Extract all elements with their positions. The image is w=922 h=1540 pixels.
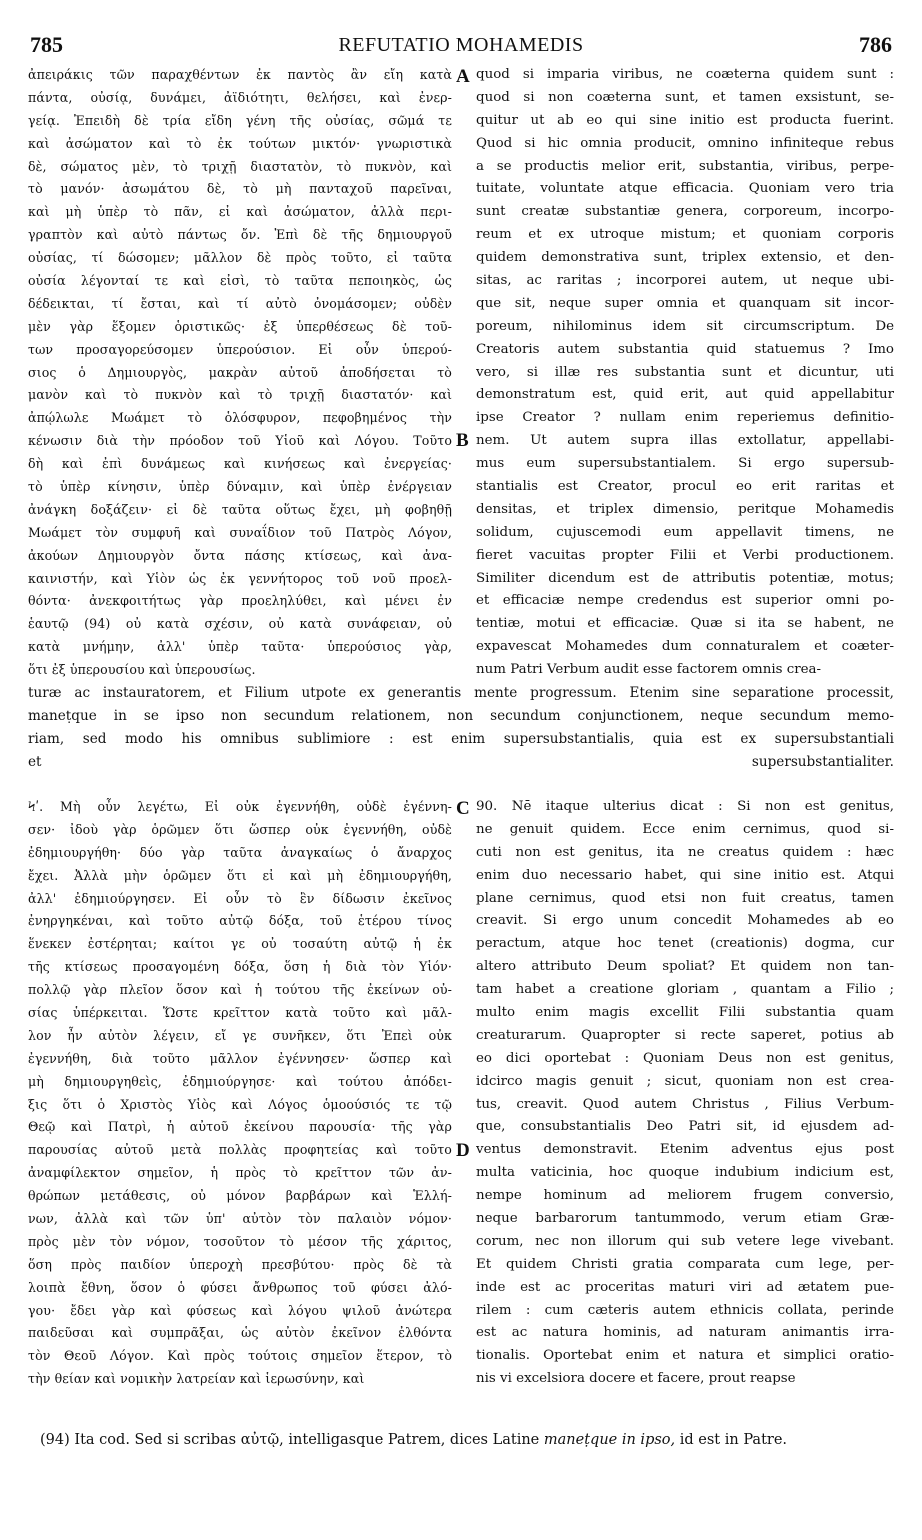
greek-bottom-line: ἐδημιουργήθη· δύο γὰρ ταῦτα ἀναγκαίως ὁ ἄναρχος bbox=[28, 844, 452, 860]
greek-bottom-line: τῆς κτίσεως προσαγομένη δόξα, ὅση ἡ διὰ τὸν Υἱόν· bbox=[28, 959, 452, 975]
latin-bottom-line: Et quidem Christi gratia comparata cum lege, per- bbox=[476, 1256, 894, 1272]
latin-bottom-line: tionalis. Oportebat enim et natura et simplici oratio- bbox=[476, 1348, 894, 1364]
latin-top-line: Quod si hic omnia producit, omnino infiniteque rebus bbox=[476, 135, 894, 151]
greek-top-line: ἀνάγκη δοξάζειν· εἰ δὲ ταῦτα οὕτως ἔχει, μὴ φοβηθῇ bbox=[28, 501, 452, 517]
latin-full-line: turæ ac instauratorem, et Filium utpote ex generantis mente progressum. Etenim sine separatione processit, bbox=[28, 685, 894, 701]
latin-top-line: Creatoris autem substantia quid statuemus ? Imo bbox=[476, 341, 894, 357]
latin-top-line: Similiter dicendum est de attributis potentiæ, motus; bbox=[476, 570, 894, 586]
greek-top-line: μὲν γὰρ ἕξομεν ὁριστικῶς· ἐξ ὑπερθέσεως δὲ τοῦ- bbox=[28, 318, 452, 334]
latin-top-line: solidum, cujuscemodi eum appellavit timens, ne bbox=[476, 524, 894, 540]
latin-top-line: tentiæ, motui et efficaciæ. Quæ si ita se habent, ne bbox=[476, 616, 894, 632]
greek-bottom-line: Ϟʹ. Μὴ οὖν λεγέτω, Εἰ οὐκ ἐγεννήθη, οὐδὲ ἐγέννη- bbox=[28, 799, 452, 814]
margin-marker-b: B bbox=[456, 430, 469, 451]
latin-bottom-line: tus, creavit. Quod autem Christus , Filius Verbum- bbox=[476, 1096, 894, 1112]
greek-bottom-line: ἔχει. Ἀλλὰ μὴν ὁρῶμεν ὅτι εἰ καὶ μὴ ἐδημιουργήθη, bbox=[28, 867, 452, 883]
greek-top-line: δέδεικται, τί ἔσται, καὶ τί αὐτὸ ὀνομάσομεν; οὐδὲν bbox=[28, 295, 452, 311]
page-number-right: 786 bbox=[859, 32, 892, 57]
greek-top-line: γείᾳ. Ἐπειδὴ δὲ τρία εἴδη γένη τῆς οὐσίας, σῶμά τε bbox=[28, 112, 452, 128]
latin-bottom-line: multo enim magis excellit Filii substantia quam bbox=[476, 1005, 894, 1021]
greek-bottom-line: γου· ἔδει γὰρ καὶ φύσεως καὶ λόγου ψιλοῦ ἀνώτερα bbox=[28, 1302, 452, 1318]
latin-bottom-line: est ac natura hominis, ad naturam animantis irra- bbox=[476, 1325, 894, 1341]
greek-top-line: καὶ μὴ ὑπὲρ τὸ πᾶν, εἰ καὶ ἀσώματον, ἀλλὰ περι- bbox=[28, 204, 452, 220]
greek-bottom-line: σεν· ἰδοὺ γὰρ ὁρῶμεν ὅτι ὥσπερ οὐκ ἐγεννήθη, οὐδὲ bbox=[28, 821, 452, 837]
greek-bottom-line: ἕνεκεν ἐστέρηται; καίτοι γε οὐ τοσαύτη αὐτῷ ἡ ἐκ bbox=[28, 936, 452, 952]
latin-top-line: reum et ex utroque mistum; et quoniam corporis bbox=[476, 227, 894, 243]
latin-bottom-line: nempe hominum ad meliorem frugem conversio, bbox=[476, 1188, 894, 1204]
greek-bottom-line: ὅση πρὸς παιδίον ὑπεροχὴ πρεσβύτου· πρὸς δὲ τὰ bbox=[28, 1256, 452, 1272]
latin-bottom-line: tam habet a creatione gloriam , quantam a Filio ; bbox=[476, 982, 894, 998]
greek-bottom-line: τὴν θείαν καὶ νομικὴν λατρείαν καὶ ἱερωσύνην, καὶ bbox=[28, 1371, 365, 1387]
greek-top-line: Μωάμετ τὸν συμφυῆ καὶ συναΐδιον τοῦ Πατρὸς Λόγον, bbox=[28, 524, 452, 540]
latin-column-top bbox=[476, 64, 894, 682]
greek-top-line: τὸ μανόν· ἀσωμάτου δὲ, τὸ μὴ πανταχοῦ παρεῖναι, bbox=[28, 181, 452, 197]
greek-bottom-line: ἀλλ' ἐδημιούργησεν. Εἰ οὖν τὸ ἓν δίδωσιν ἐκεῖνος bbox=[28, 890, 452, 906]
latin-bottom-line: inde est ac proceritas maturi viri ad ætatem pue- bbox=[476, 1279, 894, 1295]
greek-top-line: σιος ὁ Δημιουργὸς, μακρὰν αὐτοῦ ἀποδήσεται τὸ bbox=[28, 364, 452, 380]
latin-column-bottom bbox=[476, 796, 894, 1391]
greek-bottom-line: λοιπὰ ἔθνη, ὅσον ὁ φύσει ἄνθρωπος τοῦ φύσει ἀλό- bbox=[28, 1279, 452, 1295]
greek-bottom-line: θρώπων μετάθεσις, οὐ μόνον βαρβάρων καὶ Ἑλλή- bbox=[28, 1188, 452, 1204]
page-header bbox=[30, 32, 892, 62]
latin-bottom-line: ventus demonstravit. Etenim adventus ejus post bbox=[476, 1142, 894, 1158]
latin-top-line: que sit, neque super omnia et quanquam sit incor- bbox=[476, 295, 894, 311]
footnote-italic: maneṭque in ipso, bbox=[543, 1432, 676, 1448]
latin-bottom-line: creaturarum. Quapropter si recte saperet, potius ab bbox=[476, 1027, 894, 1043]
footnote-text-a: (94) Ita cod. Sed si scribas αὐτῷ, intelligasque Patrem, dices Latine bbox=[40, 1432, 540, 1448]
latin-top-line: ipse Creator ? nullam enim reperiemus definitio- bbox=[476, 410, 894, 426]
latin-full-line: riam, sed modo his omnibus sublimiore : est enim supersubstantialis, quia est ex supersubstantiali bbox=[28, 730, 894, 747]
greek-column-bottom bbox=[28, 796, 452, 1391]
greek-bottom-line: Θεῷ καὶ Πατρὶ, ἡ αὐτοῦ ἐκείνου παρουσία· τῆς γὰρ bbox=[28, 1119, 452, 1135]
margin-marker-d: D bbox=[456, 1140, 470, 1161]
greek-top-line: ἑαυτῷ (94) οὐ κατὰ σχέσιν, οὐ κατὰ συνάφειαν, οὐ bbox=[28, 616, 452, 632]
greek-top-line: ἀπειράκις τῶν παραχθέντων ἐκ παντὸς ἂν εἴη κατὰ bbox=[28, 67, 452, 82]
greek-bottom-line: ἀναμφίλεκτον σημεῖον, ἡ πρὸς τὸ κρεῖττον τῶν ἀν- bbox=[28, 1165, 452, 1181]
latin-top-line: nem. Ut autem supra illas extollatur, appellabi- bbox=[476, 433, 894, 449]
latin-bottom-line: peractum, atque hoc tenet (creationis) dogma, cur bbox=[476, 936, 894, 952]
latin-bottom-line: rilem : cum cæteris autem ethnicis collata, perinde bbox=[476, 1302, 894, 1318]
greek-bottom-line: ἐνηργηκέναι, καὶ τοῦτο αὐτῷ δόξα, τοῦ ἑτέρου τίνος bbox=[28, 913, 452, 929]
greek-bottom-line: πολλῷ γὰρ πλεῖον ὅσον καὶ ἡ τούτου τῆς ἐκείνων οὐ- bbox=[28, 982, 452, 998]
greek-bottom-line: τὸν Θεοῦ Λόγον. Καὶ πρὸς τούτοις σημεῖον ἕτερον, τὸ bbox=[28, 1348, 452, 1364]
latin-full-line: et supersubstantialiter. bbox=[28, 753, 894, 770]
latin-bottom-line: enim duo necessario habet, qui sine initio est. Atqui bbox=[476, 867, 894, 883]
greek-bottom-line: ἐγεννήθη, διὰ τοῦτο μᾶλλον ἐγέννησεν· ὥσπερ καὶ bbox=[28, 1050, 452, 1066]
latin-top-line: quod si non coæterna sunt, et tamen exsistunt, se- bbox=[476, 89, 894, 105]
latin-top-line: num Patri Verbum audit esse factorem omnis crea- bbox=[476, 662, 822, 678]
latin-top-line: poreum, nihilominus idem sit circumscriptum. De bbox=[476, 318, 894, 334]
greek-column-top bbox=[28, 64, 452, 682]
greek-bottom-line: σίας ὑπέρκειται. Ὥστε κρεῖττον κατὰ τοῦτο καὶ μᾶλ- bbox=[28, 1005, 452, 1021]
greek-bottom-line: πρὸς μὲν τὸν νόμον, τοσοῦτον τὸ μέσον τῆς χάριτος, bbox=[28, 1233, 452, 1249]
greek-top-line: ἀπῴλωλε Μωάμετ τὸ ὁλόσφυρον, πεφοβημένος τὴν bbox=[28, 410, 452, 426]
latin-full-width-continuation bbox=[28, 682, 894, 774]
greek-top-line: δὴ καὶ ἐπὶ δυνάμεως καὶ κινήσεως καὶ ἐνεργείας· bbox=[28, 456, 452, 472]
greek-bottom-line: παιδεῦσαι καὶ συμπρᾶξαι, ὡς αὐτὸν ἐκεῖνον ἐλθόντα bbox=[28, 1325, 452, 1341]
latin-full-line: maneṭque in se ipso non secundum relationem, non secundum conjunctionem, neque secundum memo- bbox=[28, 707, 894, 724]
greek-bottom-line: νων, ἀλλὰ καὶ τῶν ὑπ' αὐτὸν τὸν παλαιὸν νόμον· bbox=[28, 1211, 452, 1227]
latin-top-line: expavescat Mohamedes dum connaturalem et coæter- bbox=[476, 639, 894, 655]
greek-bottom-line: λον ἦν αὐτὸν λέγειν, εἴ γε συνῆκεν, ὅτι Ἐπεὶ οὐκ bbox=[28, 1027, 452, 1043]
latin-bottom-line: neque barbarorum tantummodo, verum etiam Græ- bbox=[476, 1211, 894, 1227]
latin-top-line: quitur ut ab eo qui sine initio est producta fuerint. bbox=[476, 112, 894, 128]
latin-bottom-line: eo dici oportebat : Quoniam Deus non est genitus, bbox=[476, 1050, 894, 1066]
latin-bottom-line: creavit. Si ergo unum concedit Mohamedes ab eo bbox=[476, 913, 894, 929]
greek-top-line: των προσαγορεύσομεν ὑπερούσιον. Εἰ οὖν ὑπερού- bbox=[28, 341, 452, 357]
greek-top-line: μανὸν καὶ τὸ πυκνὸν καὶ τὸ τριχῇ διαστατόν· καὶ bbox=[28, 387, 452, 403]
latin-bottom-line: multa vaticinia, hoc quoque indubium indicium est, bbox=[476, 1165, 894, 1181]
latin-top-line: fieret vacuitas propter Filii et Verbi productionem. bbox=[476, 547, 894, 563]
latin-bottom-line: idcirco magis genuit ; sicut, quoniam non est crea- bbox=[476, 1073, 894, 1089]
footnote-text-b: id est in Patre. bbox=[679, 1432, 788, 1448]
greek-top-line: οὐσία λέγονταί τε καὶ εἰσὶ, τὸ ταῦτα πεποιηκὸς, ὡς bbox=[28, 273, 452, 289]
greek-top-line: τὸ ὑπὲρ κίνησιν, ὑπὲρ δύναμιν, καὶ ὑπὲρ ἐνέργειαν bbox=[28, 479, 452, 495]
latin-top-line: et efficaciæ nempe credendus est superior omni po- bbox=[476, 593, 894, 609]
margin-marker-c: C bbox=[456, 798, 470, 819]
latin-top-line: tuitate, voluntate atque efficacia. Quoniam vero tria bbox=[476, 181, 894, 197]
greek-top-line: δὲ, σώματος μὲν, τὸ τριχῇ διαστατὸν, τὸ πυκνὸν, καὶ bbox=[28, 158, 452, 174]
greek-top-line: καὶ ἀσώματον καὶ τὸ ἐκ τούτων μικτόν· γνωριστικὰ bbox=[28, 135, 452, 151]
latin-bottom-line: cuti non est genitus, ita ne creatus quidem : hæc bbox=[476, 844, 894, 860]
greek-top-line: γραπτὸν καὶ αὐτὸ πάντως ὄν. Ἐπὶ δὲ τῆς δημιουργοῦ bbox=[28, 227, 452, 243]
greek-top-line: κατὰ μνήμην, ἀλλ' ὑπὲρ ταῦτα· ὑπερούσιος γὰρ, bbox=[28, 639, 452, 655]
latin-bottom-line: ne genuit quidem. Ecce enim cernimus, quod si- bbox=[476, 821, 894, 837]
greek-bottom-line: μὴ δημιουργηθεὶς, ἐδημιούργησε· καὶ τούτου ἀπόδει- bbox=[28, 1073, 452, 1089]
greek-top-line: κένωσιν διὰ τὴν πρόοδον τοῦ Υἱοῦ καὶ Λόγου. Τοῦτο bbox=[28, 433, 452, 449]
greek-top-line: πάντα, οὐσίᾳ, δυνάμει, ἀϊδιότητι, θελήσει, καὶ ἐνερ- bbox=[28, 89, 452, 105]
greek-top-line: ὅτι ἐξ ὑπερουσίου καὶ ὑπερουσίως. bbox=[28, 662, 256, 678]
latin-top-line: demonstratum est, quid erit, aut quid appellabitur bbox=[476, 387, 894, 403]
latin-top-line: quod si imparia viribus, ne coæterna quidem sunt : bbox=[476, 67, 894, 82]
greek-top-line: καινιστήν, καὶ Υἱὸν ὡς ἐκ γεννήτορος τοῦ νοῦ προελ- bbox=[28, 570, 452, 586]
greek-top-line: οὐσίας, τί δώσομεν; μᾶλλον δὲ πρὸς τοῦτο, εἰ ταῦτα bbox=[28, 250, 452, 266]
latin-bottom-line: altero attributo Deum spoliat? Et quidem non tan- bbox=[476, 959, 894, 975]
greek-top-line: ἀκούων Δημιουργὸν ὄντα πάσης κτίσεως, καὶ ἀνα- bbox=[28, 547, 452, 563]
latin-top-line: a se productis melior erit, substantia, viribus, perpe- bbox=[476, 158, 894, 174]
latin-top-line: sitas, ac raritas ; incorporei autem, ut neque ubi- bbox=[476, 273, 894, 289]
margin-marker-a: A bbox=[456, 66, 470, 87]
latin-bottom-line: nis vi excelsiora docere et facere, prout reapse bbox=[476, 1371, 796, 1387]
greek-bottom-line: παρουσίας αὐτοῦ μετὰ πολλὰς προφητείας καὶ τοῦτο bbox=[28, 1142, 452, 1158]
latin-bottom-line: corum, nec non illorum qui sub vetere lege vivebant. bbox=[476, 1233, 894, 1249]
latin-bottom-line: plane cernimus, quod etsi non fuit creatus, tamen bbox=[476, 890, 894, 906]
greek-top-line: θόντα· ἀνεκφοιτήτως γὰρ προεληλύθει, καὶ μένει ἐν bbox=[28, 593, 452, 609]
latin-bottom-line: 90. Nē itaque ulterius dicat : Si non est genitus, bbox=[476, 799, 894, 814]
latin-bottom-line: que, consubstantialis Deo Patri sit, id ejusdem ad- bbox=[476, 1119, 894, 1135]
footnote bbox=[40, 1432, 900, 1448]
greek-bottom-line: ξις ὅτι ὁ Χριστὸς Υἱὸς καὶ Λόγος ὁμοούσιός τε τῷ bbox=[28, 1096, 452, 1112]
latin-top-line: quidem demonstrativa sunt, triplex extensio, et den- bbox=[476, 250, 894, 266]
latin-top-line: stantialis est Creator, procul eo erit raritas et bbox=[476, 479, 894, 495]
latin-top-line: mus eum supersubstantialem. Si ergo supersub- bbox=[476, 456, 894, 472]
latin-top-line: vero, si illæ res substantia sunt et dicuntur, uti bbox=[476, 364, 894, 380]
page-number-left: 785 bbox=[30, 32, 63, 57]
latin-top-line: sunt creatæ substantiæ genera, corporeum, incorpo- bbox=[476, 204, 894, 220]
latin-top-line: densitas, et triplex dimensio, peritque Mohamedis bbox=[476, 501, 894, 517]
running-title: REFUTATIO MOHAMEDIS bbox=[338, 34, 584, 56]
